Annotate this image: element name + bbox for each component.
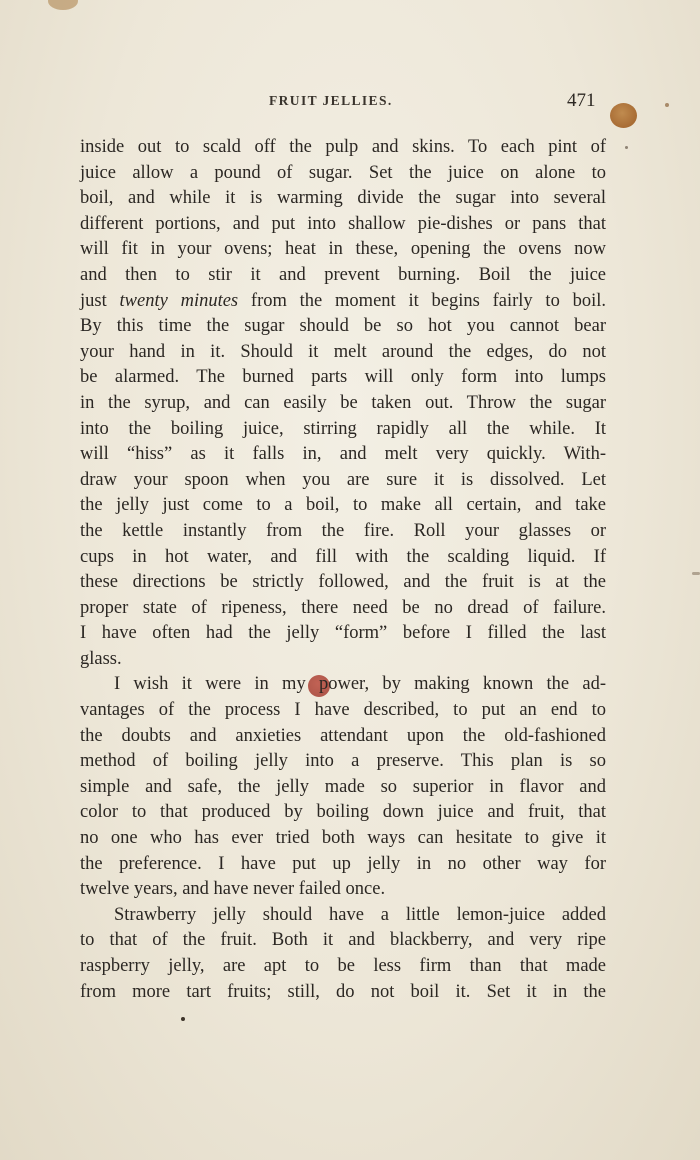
text-line: boil, and while it is warming divide the sugar into several (80, 188, 606, 209)
text-line: By this time the sugar should be so hot you cannot bear (80, 316, 606, 337)
text-line: I wish it were in my power, by making known the ad- (114, 674, 606, 695)
text-line: glass. (80, 648, 122, 669)
paper-speck (181, 1017, 185, 1021)
paper-stain (48, 0, 78, 10)
text-line: these directions be strictly followed, and the fruit is at the (80, 572, 606, 593)
text-line: cups in hot water, and fill with the scalding liquid. If (80, 546, 606, 567)
text-line: into the boiling juice, stirring rapidly all the while. It (80, 418, 606, 439)
text-line: will fit in your ovens; heat in these, opening the ovens now (80, 239, 606, 260)
text-line: color to that produced by boiling down juice and fruit, that (80, 802, 606, 823)
text-line: the preference. I have put up jelly in no other way for (80, 853, 606, 874)
running-head: FRUIT JELLIES. (269, 93, 393, 108)
text-line: method of boiling jelly into a preserve. This plan is so (80, 751, 606, 772)
text-line: and then to stir it and prevent burning. Boil the juice (80, 264, 606, 285)
text-line: the doubts and anxieties attendant upon the old-fashioned (80, 725, 606, 746)
text-line: the kettle instantly from the fire. Roll your glasses or (80, 520, 606, 541)
text-line: will “hiss” as it falls in, and melt very quickly. With- (80, 444, 606, 465)
text-line: just twenty minutes from the moment it begins fairly to boil. (80, 290, 606, 311)
text-line: simple and safe, the jelly made so superior in flavor and (80, 776, 606, 797)
paper-speck (692, 572, 700, 575)
text-line: vantages of the process I have described, to put an end to (80, 700, 606, 721)
page-number: 471 (567, 90, 596, 111)
text-line: inside out to scald off the pulp and skins. To each pint of (80, 137, 606, 157)
text-line: Strawberry jelly should have a little lemon-juice added (114, 904, 606, 925)
text-line: juice allow a pound of sugar. Set the juice on alone to (80, 162, 606, 183)
paper-speck (625, 146, 628, 149)
text-line: the jelly just come to a boil, to make all certain, and take (80, 495, 606, 516)
text-line: your hand in it. Should it melt around the edges, do not (80, 341, 606, 362)
text-line: no one who has ever tried both ways can hesitate to give it (80, 828, 606, 849)
body-text (80, 135, 606, 1005)
paper-stain (610, 103, 637, 128)
italic-emphasis: twenty minutes (119, 290, 239, 311)
text-line: raspberry jelly, are apt to be less firm than that made (80, 956, 606, 976)
text-line: proper state of ripeness, there need be no dread of failure. (80, 597, 606, 618)
text-line: twelve years, and have never failed once. (80, 879, 386, 900)
text-line: be alarmed. The burned parts will only form into lumps (80, 367, 606, 388)
text-line: to that of the fruit. Both it and blackberry, and very ripe (80, 930, 606, 951)
text-line: I have often had the jelly “form” before I filled the last (80, 623, 606, 644)
text-line: different portions, and put into shallow pie-dishes or pans that (80, 213, 606, 234)
text-line: in the syrup, and can easily be taken out. Throw the sugar (80, 392, 606, 413)
text-line: draw your spoon when you are sure it is dissolved. Let (80, 469, 606, 490)
paper-speck (665, 103, 669, 107)
text-line: from more tart fruits; still, do not boil it. Set it in the (80, 981, 606, 1002)
